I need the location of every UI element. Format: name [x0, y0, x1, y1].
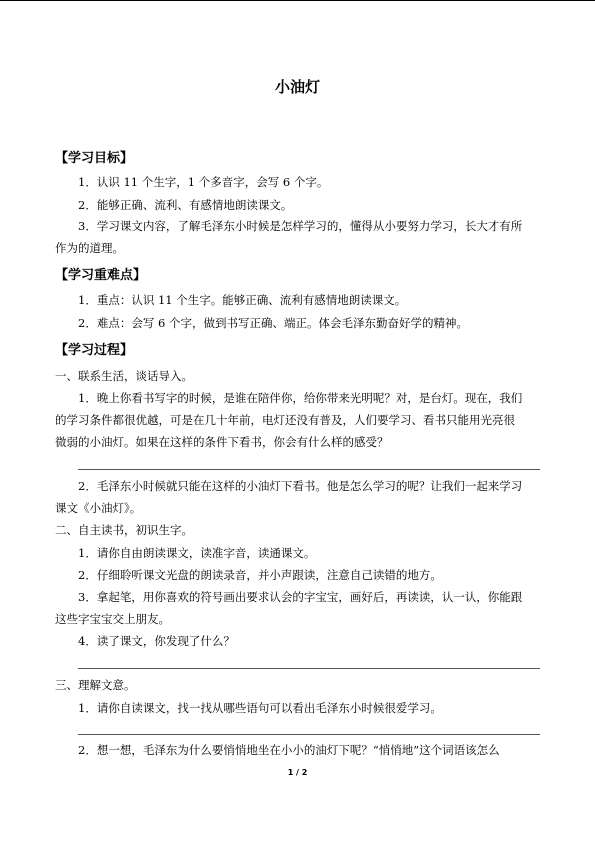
paragraph-line: 课文《小油灯》。 [55, 501, 142, 515]
page-title: 小油灯 [274, 78, 320, 96]
list-item: 2．想一想，毛泽东为什么要悄悄地坐在小小的油灯下呢？“悄悄地”这个词语该怎么 [78, 743, 500, 757]
list-item: 3．拿起笔，用你喜欢的符号画出要求认会的字宝宝，画好后，再读读，认一认，你能跟 [78, 590, 523, 604]
part-three-label: 三、理解文意。 [55, 678, 136, 692]
top-border [0, 0, 595, 1]
list-item-continued: 这些字宝宝交上朋友。 [55, 612, 170, 626]
goals-heading: 【学习目标】 [55, 151, 134, 166]
paragraph-line: 微弱的小油灯。如果在这样的条件下看书，你会有什么样的感受？ [55, 435, 389, 449]
part-two-label: 二、自主读书，初识生字。 [55, 523, 193, 537]
key-point-item: 2．难点：会写 6 个字，做到书写正确、端正。体会毛泽东勤奋好学的精神。 [78, 316, 468, 330]
goal-item-continued: 作为的道理。 [55, 241, 124, 255]
answer-line[interactable] [78, 668, 540, 669]
goal-item: 3．学习课文内容，了解毛泽东小时候是怎样学习的，懂得从小要努力学习，长大才有所 [78, 219, 523, 233]
list-item: 2．仔细聆听课文光盘的朗读录音，并小声跟读，注意自己读错的地方。 [78, 568, 442, 582]
key-points-heading: 【学习重难点】 [55, 268, 147, 283]
list-item: 1．请你自读课文，找一找从哪些语句可以看出毛泽东小时候很爱学习。 [78, 701, 442, 715]
goal-item: 2．能够正确、流利、有感情地朗读课文。 [78, 198, 293, 212]
page-number: 1 / 2 [287, 768, 308, 777]
list-item: 4．读了课文，你发现了什么？ [78, 634, 235, 648]
paragraph-line: 的学习条件都很优越，可是在几十年前，电灯还没有普及，人们要学习、看书只能用光亮很 [55, 413, 515, 427]
answer-line[interactable] [78, 469, 540, 470]
goal-item: 1．认识 11 个生字，1 个多音字，会写 6 个字。 [78, 175, 329, 189]
key-point-item: 1．重点：认识 11 个生字。能够正确、流利有感情地朗读课文。 [78, 293, 407, 307]
paragraph-line: 2．毛泽东小时候就只能在这样的小油灯下看书。他是怎么学习的呢？让我们一起来学习 [78, 479, 523, 493]
process-heading: 【学习过程】 [55, 343, 134, 358]
part-one-label: 一、联系生活，谈话导入。 [55, 369, 193, 383]
paragraph-line: 1．晚上你看书写字的时候，是谁在陪伴你，给你带来光明呢？对，是台灯。现在，我们 [78, 391, 523, 405]
answer-line[interactable] [78, 734, 540, 735]
list-item: 1．请你自由朗读课文，读准字音，读通课文。 [78, 546, 316, 560]
